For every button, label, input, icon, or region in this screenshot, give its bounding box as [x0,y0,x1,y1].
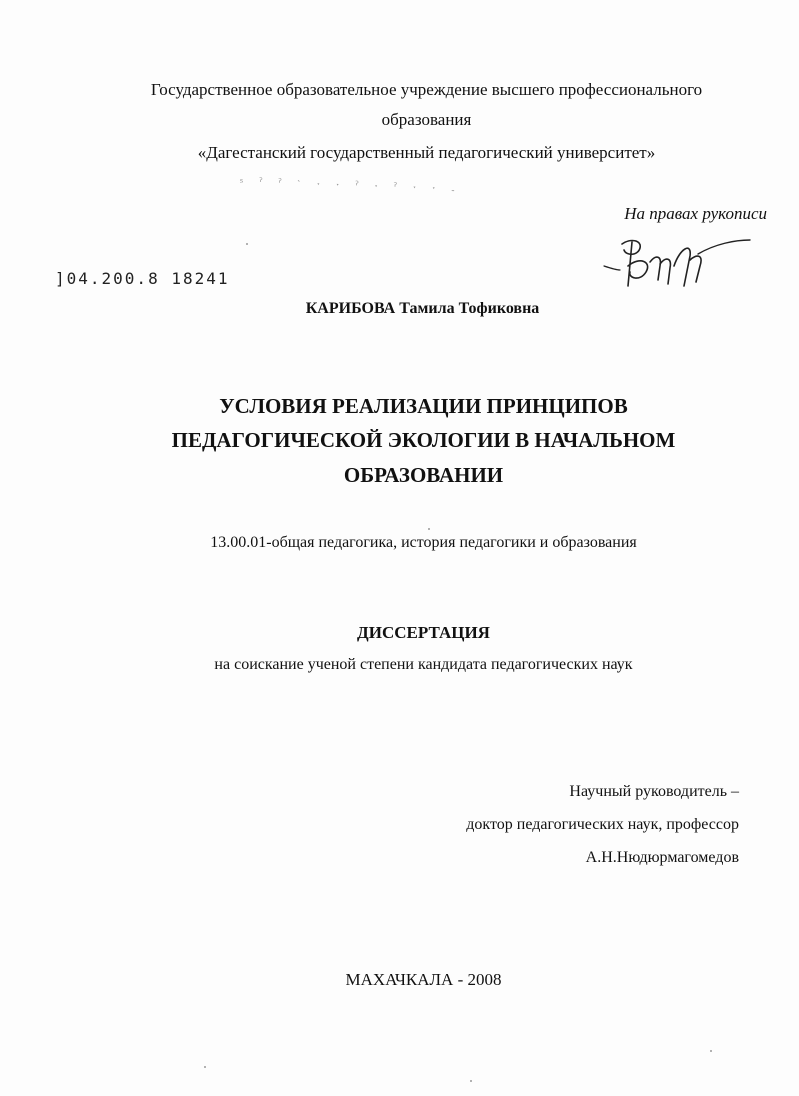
institution-line-1: Государственное образовательное учреждение высшего профессионального [150,80,703,99]
document-type: ДИССЕРТАЦИЯ [357,623,490,642]
institution-line-3: «Дагестанский государственный педагогический университет» [197,143,656,162]
degree-line: на соискание ученой степени кандидата педагогических наук [214,656,633,673]
faint-stamp-mark: ˢ ˀ ˀ ˋ ˑ ˑ ˀ ˑ ˀ ˑ ˑ ˗ [237,176,460,197]
scan-speck [428,528,430,530]
registration-number: ]04.200.8 18241 [55,269,230,288]
dissertation-title-line-3: ОБРАЗОВАНИИ [343,463,504,487]
city-year: МАХАЧКАЛА - 2008 [345,970,502,989]
scan-speck [470,1080,472,1082]
scan-speck [710,1050,712,1052]
institution-line-2: образования [381,110,472,129]
scan-speck [246,243,248,245]
supervisor-label: Научный руководитель – [569,783,739,800]
manuscript-rights-label: На правах рукописи [624,204,767,223]
signature-icon [600,226,760,296]
dissertation-title-line-1: УСЛОВИЯ РЕАЛИЗАЦИИ ПРИНЦИПОВ [219,394,628,418]
supervisor-name: А.Н.Нюдюрмагомедов [585,849,739,866]
dissertation-title-line-2: ПЕДАГОГИЧЕСКОЙ ЭКОЛОГИИ В НАЧАЛЬНОМ [171,428,676,452]
supervisor-degree: доктор педагогических наук, профессор [466,816,739,833]
scan-speck [204,1066,206,1068]
author-name: КАРИБОВА Тамила Тофиковна [305,300,540,317]
specialty-code: 13.00.01-общая педагогика, история педагогики и образования [210,534,637,551]
